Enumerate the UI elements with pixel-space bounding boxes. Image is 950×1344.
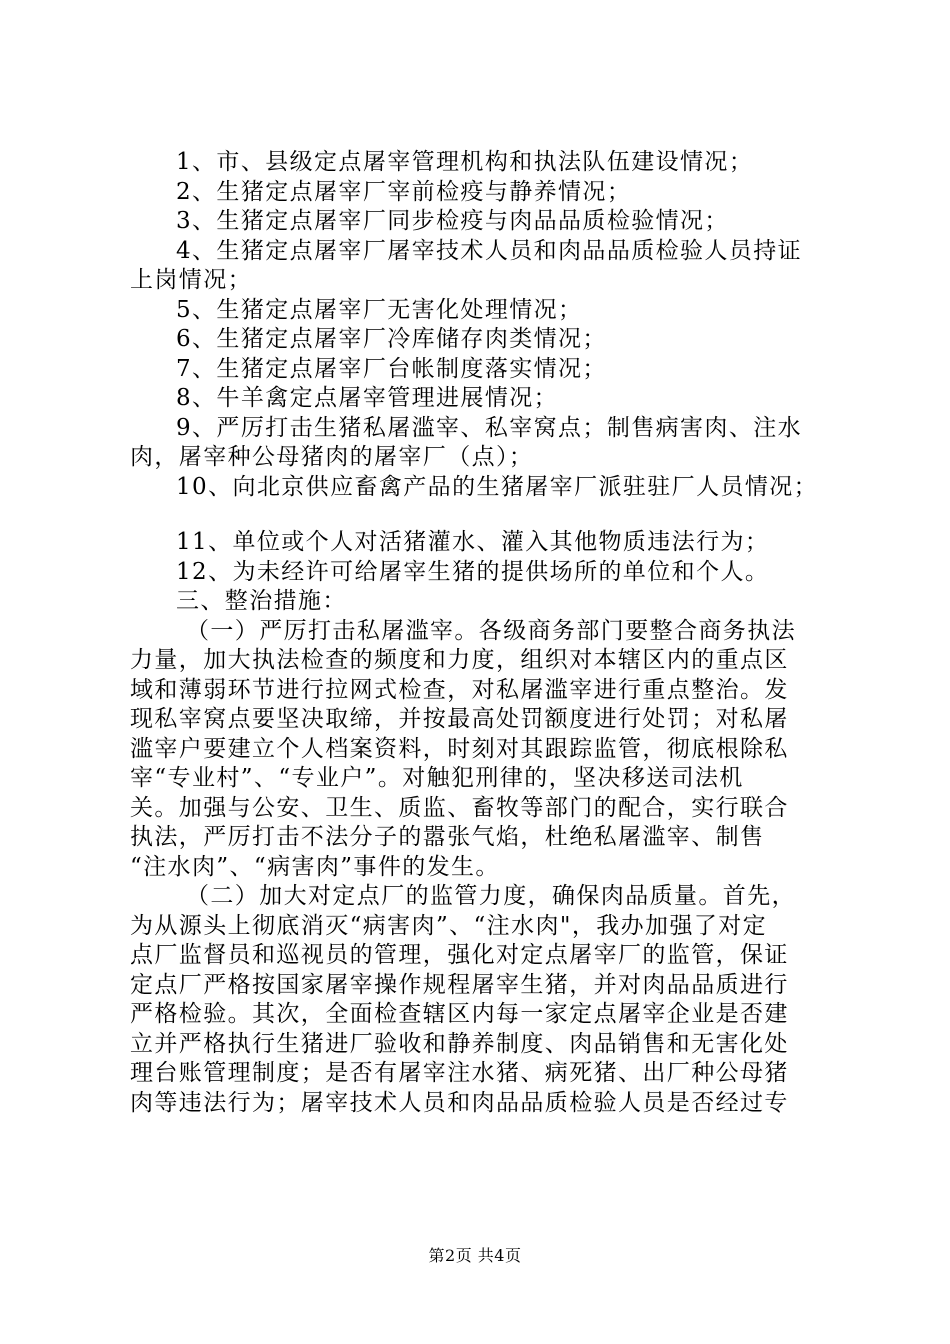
list-item-12: 12、为未经许可给屠宰生猪的提供场所的单位和个人。 [176, 558, 770, 585]
paragraph-line: 肉等违法行为；屠宰技术人员和肉品品质检验人员是否经过专 [130, 1089, 789, 1116]
list-item-2: 2、生猪定点屠宰厂宰前检疫与静养情况； [176, 178, 632, 205]
paragraph-line: 点厂监督员和巡视员的管理，强化对定点屠宰厂的监管，保证 [130, 942, 789, 968]
list-item-11: 11、单位或个人对活猪灌水、灌入其他物质违法行为； [176, 529, 770, 555]
paragraph-line: 定点厂严格按国家屠宰操作规程屠宰生猪，并对肉品品质进行 [130, 971, 789, 998]
paragraph-line: 滥宰户要建立个人档案资料，时刻对其跟踪监管，彻底根除私 [130, 735, 789, 762]
paragraph-line: “注水肉”、“病害肉”事件的发生。 [130, 853, 500, 880]
paragraph-line: 域和薄弱环节进行拉网式检查，对私屠滥宰进行重点整治。发 [130, 676, 789, 703]
paragraph-line: 宰“专业村”、“专业户”。对触犯刑律的，坚决移送司法机 [130, 765, 744, 791]
paragraph-line: 为从源头上彻底消灭“病害肉”、“注水肉"，我办加强了对定 [130, 912, 768, 939]
blank-line [130, 502, 850, 528]
paragraph-line: 现私宰窝点要坚决取缔，并按最高处罚额度进行处罚；对私屠 [130, 706, 789, 732]
list-item-9-continued: 肉，屠宰种公母猪肉的屠宰厂（点）； [130, 444, 534, 470]
list-item-9: 9、严厉打击生猪私屠滥宰、私宰窝点；制售病害肉、注水 [176, 414, 803, 441]
list-item-6: 6、生猪定点屠宰厂冷库储存肉类情况； [176, 326, 607, 352]
paragraph-line: 严格检验。其次，全面检查辖区内每一家定点屠宰企业是否建 [130, 1001, 789, 1027]
list-item-4-continued: 上岗情况； [130, 267, 252, 293]
paragraph-line: （二）加大对定点厂的监管力度，确保肉品质量。首先， [186, 883, 796, 909]
list-item-7: 7、生猪定点屠宰厂台帐制度落实情况； [176, 355, 607, 382]
list-item-4: 4、生猪定点屠宰厂屠宰技术人员和肉品品质检验人员持证 [176, 237, 803, 264]
paragraph-line: 立并严格执行生猪进厂验收和静养制度、肉品销售和无害化处 [130, 1030, 789, 1057]
paragraph-line: 力量，加大执法检查的频度和力度，组织对本辖区内的重点区 [130, 647, 789, 673]
list-item-5: 5、生猪定点屠宰厂无害化处理情况； [176, 296, 583, 323]
paragraph-line: 理台账管理制度；是否有屠宰注水猪、病死猪、出厂种公母猪 [130, 1060, 789, 1086]
list-item-8: 8、牛羊禽定点屠宰管理进展情况； [176, 385, 559, 411]
paragraph-line: 执法，严厉打击不法分子的嚣张气焰，杜绝私屠滥宰、制售 [130, 824, 765, 850]
section-heading: 三、整治措施： [176, 588, 347, 614]
paragraph-line: （一）严厉打击私屠滥宰。各级商务部门要整合商务执法 [186, 617, 796, 644]
list-item-10: 10、向北京供应畜禽产品的生猪屠宰厂派驻驻厂人员情况； [176, 473, 819, 500]
paragraph-line: 关。加强与公安、卫生、质监、畜牧等部门的配合，实行联合 [130, 794, 789, 821]
document-body [130, 148, 850, 1118]
page-number-footer: 第2页 共4页 [428, 1246, 522, 1265]
list-item-3: 3、生猪定点屠宰厂同步检疫与肉品品质检验情况； [176, 208, 729, 234]
list-item-1: 1、市、县级定点屠宰管理机构和执法队伍建设情况； [176, 149, 754, 175]
